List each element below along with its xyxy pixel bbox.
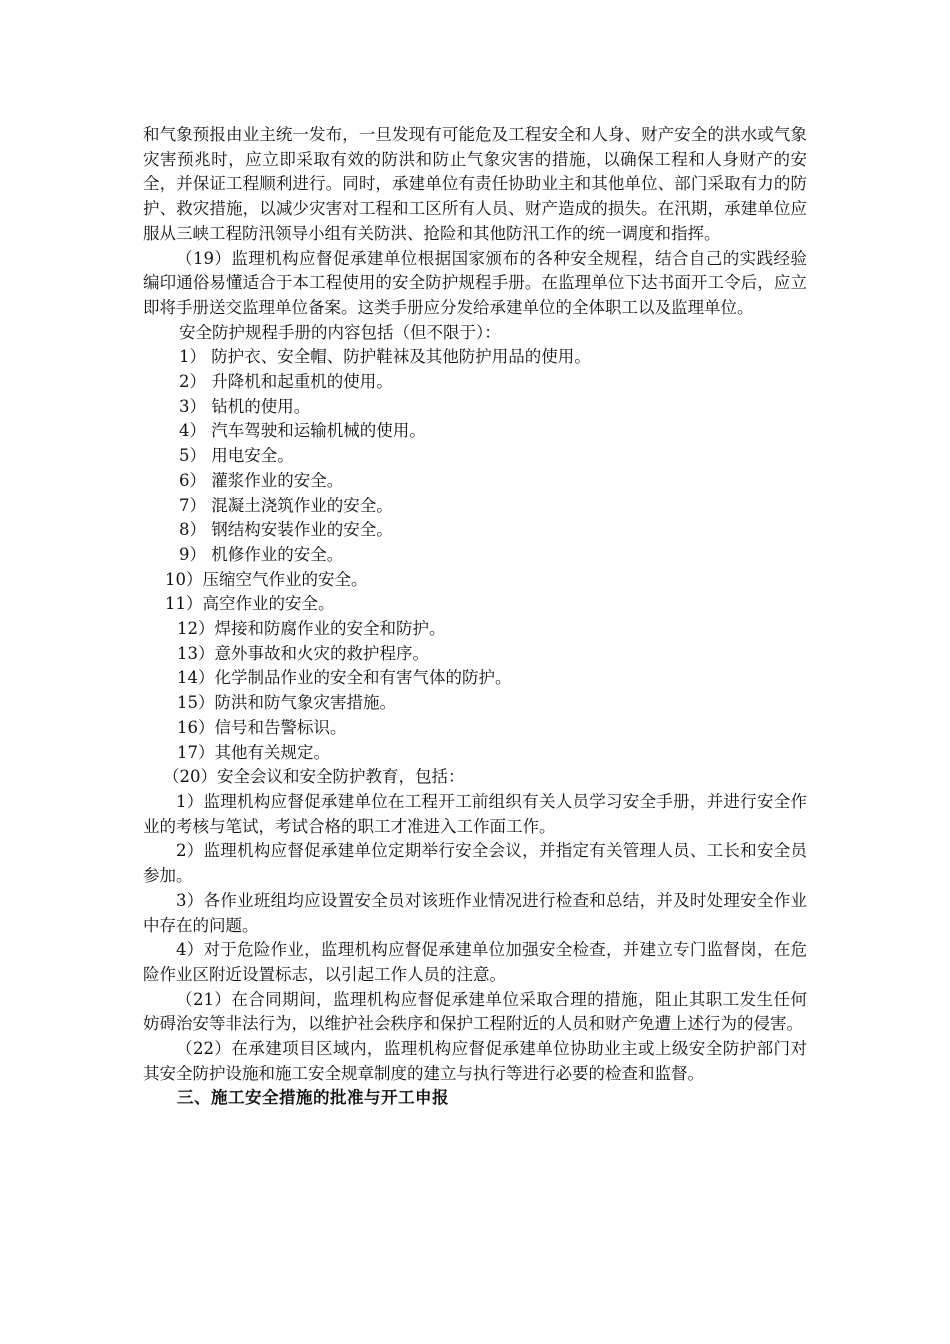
- manual-intro: 安全防护规程手册的内容包括（但不限于）：: [179, 322, 501, 342]
- list-item: 3） 钻机的使用。: [179, 396, 311, 416]
- list-item: 2） 升降机和起重机的使用。: [179, 372, 393, 392]
- list-item: 14）化学制品作业的安全和有害气体的防护。: [177, 668, 512, 688]
- section-20-item: 1）监理机构应督促承建单位在工程开工前组织有关人员学习安全手册，并进行安全作业的考核与笔试，考试合格的职工才准进入工作面工作。: [143, 791, 807, 836]
- list-item: 17）其他有关规定。: [177, 742, 330, 762]
- section-20-item: 2）监理机构应督促承建单位定期举行安全会议，并指定有关管理人员、工长和安全员参加。: [143, 841, 807, 886]
- list-item: 9） 机修作业的安全。: [179, 544, 344, 564]
- paragraph-19: （19）监理机构应督促承建单位根据国家颁布的各种安全规程，结合自己的实践经验编印通俗易懂适合于本工程使用的安全防护规程手册。在监理单位下达书面开工令后，应立即将手册送交监理单位备案。这类手册应分发给承建单位的全体职工以及监理单位。: [143, 248, 807, 317]
- list-item: 13）意外事故和火灾的救护程序。: [177, 643, 429, 663]
- list-item: 1） 防护衣、安全帽、防护鞋袜及其他防护用品的使用。: [179, 347, 591, 367]
- list-item: 7） 混凝土浇筑作业的安全。: [179, 495, 393, 515]
- paragraph-flood-weather: 和气象预报由业主统一发布，一旦发现有可能危及工程安全和人身、财产安全的洪水或气象灾害预兆时，应立即采取有效的防洪和防止气象灾害的措施，以确保工程和人身财产的安全，并保证工程顺利进行。同时，承建单位有责任协助业主和其他单位、部门采取有力的防护、救灾措施，以减少灾害对工程和工区所有人员、财产造成的损失。在汛期，承建单位应服从三峡工程防汛领导小组有关防洪、抢险和其他防汛工作的统一调度和指挥。: [143, 125, 807, 243]
- list-item: 5） 用电安全。: [179, 446, 294, 466]
- section-20-title: （20）安全会议和安全防护教育，包括：: [163, 767, 465, 787]
- list-item: 10）压缩空气作业的安全。: [165, 569, 368, 589]
- list-item: 4） 汽车驾驶和运输机械的使用。: [179, 421, 426, 441]
- document-page: [143, 123, 807, 1111]
- list-item: 11）高空作业的安全。: [165, 594, 335, 614]
- list-item: 8） 钢结构安装作业的安全。: [179, 520, 393, 540]
- list-item: 16）信号和告警标识。: [177, 717, 347, 737]
- section-20-item: 4）对于危险作业，监理机构应督促承建单位加强安全检查，并建立专门监督岗，在危险作业区附近设置标志，以引起工作人员的注意。: [143, 940, 807, 984]
- paragraph-21: （21）在合同期间，监理机构应督促承建单位采取合理的措施，阻止其职工发生任何妨碍治安等非法行为，以维护社会秩序和保护工程附近的人员和财产免遭上述行为的侵害。: [143, 989, 807, 1034]
- list-item: 15）防洪和防气象灾害措施。: [177, 693, 396, 713]
- section-20-item: 3）各作业班组均应设置安全员对该班作业情况进行检查和总结，并及时处理安全作业中存在的问题。: [143, 890, 807, 935]
- list-item: 6） 灌浆作业的安全。: [179, 470, 344, 490]
- paragraph-22: （22）在承建项目区域内，监理机构应督促承建单位协助业主或上级安全防护部门对其安全防护设施和施工安全规章制度的建立与执行等进行必要的检查和监督。: [143, 1039, 807, 1083]
- section-heading: 三、施工安全措施的批准与开工申报: [177, 1088, 449, 1108]
- list-item: 12）焊接和防腐作业的安全和防护。: [177, 619, 446, 639]
